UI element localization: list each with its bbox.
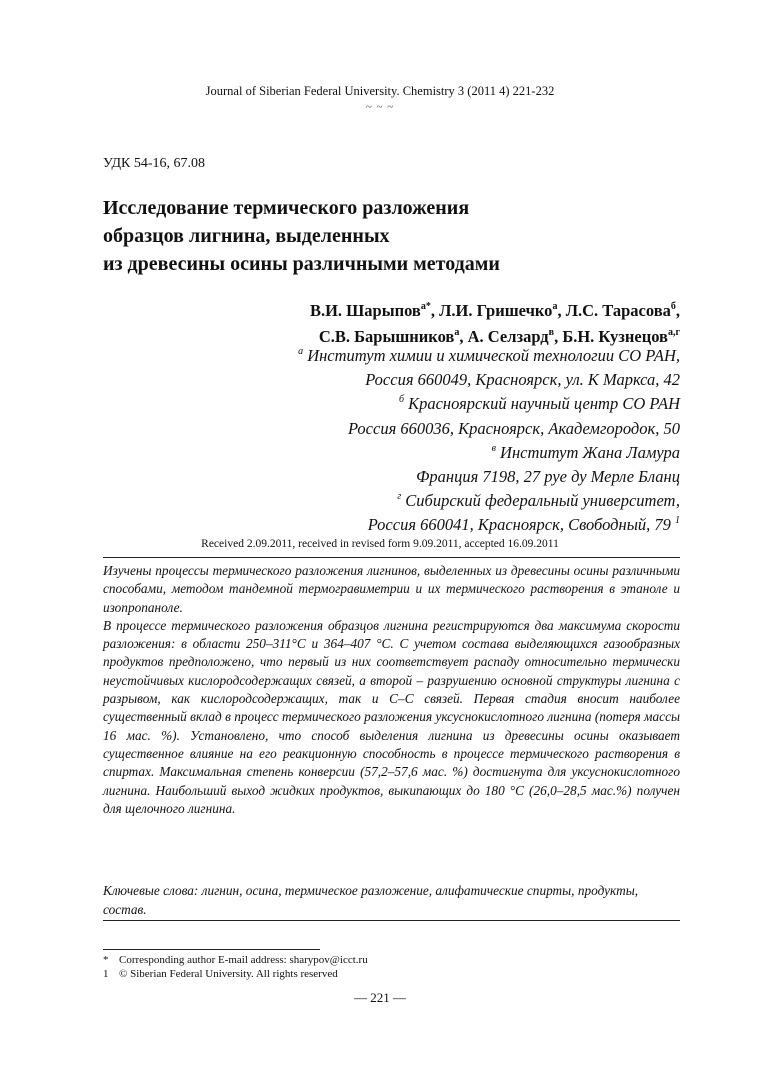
affiliation-list xyxy=(298,344,680,538)
page-number: — 221 — xyxy=(354,990,406,1005)
affiliation-text: Россия 660041, Красноярск, Свободный, 79 xyxy=(367,515,671,535)
title-line: Исследование термического разложения xyxy=(103,197,470,219)
affiliation-text: Сибирский федеральный университет, xyxy=(401,491,680,511)
footnote-ref-mark: 1 xyxy=(675,515,680,527)
affiliation-mark: в xyxy=(491,442,496,454)
affiliation-line xyxy=(298,513,680,537)
affiliation-line: Россия 660049, Красноярск, ул. К Маркса, 42 xyxy=(365,370,680,390)
affiliation-line: Россия 660036, Красноярск, Академгородок, 50 xyxy=(347,418,680,438)
author-name: , Б.Н. Кузнецов xyxy=(554,327,668,346)
author-affil-mark: а xyxy=(454,327,460,338)
affiliation-text: Институт Жана Ламура xyxy=(495,442,680,462)
udk-code: УДК 54-16, 67.08 xyxy=(103,156,206,171)
author-affil-mark: б xyxy=(670,301,676,312)
footnote xyxy=(103,953,368,967)
author-name: В.И. Шарыпов xyxy=(309,301,421,320)
author-name: С.В. Барышников xyxy=(318,327,455,346)
received-dates: Received 2.09.2011, received in revised form 9.09.2011, accepted 16.09.2011 xyxy=(201,538,559,550)
footnotes xyxy=(103,953,368,981)
author-name: , А. Селзард xyxy=(459,327,549,346)
author-affil-mark: в xyxy=(548,327,555,338)
affiliation-line: Франция 7198, 27 руе ду Мерле Бланц xyxy=(416,467,680,487)
title-line: из древесины осины различными методами xyxy=(103,253,500,275)
abstract-paragraph: В процессе термического разложения образцов лигнина регистрируются два максимума скорости разложения: в области 250–311°С и 364–407 °С. С учетом состава выделяющихся газообразных продуктов предположено, что первый из них соответствует распаду относительно термически неустойчивых кислородсодержащих связей, а второй – разрушению основной структуры лигнина с разрывом, как кислородсодержащих, так и С–С связей. Первая стадия вносит наиболее существенный вклад в процесс термического разложения уксуснокислотного лигнина (потеря массы 16 мас. %). Установлено, что способ выделения лигнина из древесины осины оказывает существенное влияние на его реакционную способность в процессе термического растворения в спиртах. Максимальная степень конверсии (57,2–57,6 мас. %) достигнута для уксуснокислотного лигнина. Наибольший выход жидких продуктов, выкипающих до 180 °С (26,0–28,5 мас.%) получен для щелочного лигнина. xyxy=(103,617,680,816)
abstract-paragraph: Изучены процессы термического разложения лигнинов, выделенных из древесины осины различными способами, методом тандемной термогравиметрии и их термического растворения в этаноле и изопропаноле. xyxy=(103,563,680,615)
footnote-mark: * xyxy=(103,954,109,966)
abstract-top-rule xyxy=(103,557,680,558)
abstract xyxy=(103,562,680,818)
title-line: образцов лигнина, выделенных xyxy=(103,225,390,247)
author-name: , Л.С. Тарасова xyxy=(557,301,671,320)
affiliation-line xyxy=(298,392,680,416)
footnote-mark: 1 xyxy=(103,968,109,980)
journal-header: Journal of Siberian Federal University. Chemistry 3 (2011 4) 221-232 xyxy=(205,84,555,98)
author-affil-mark: а,г xyxy=(667,327,680,338)
author-affil-mark: а xyxy=(552,301,558,312)
author-line xyxy=(310,298,680,324)
author-affil-mark: а* xyxy=(420,301,431,312)
footnote-text: Corresponding author E-mail address: sharypov@icct.ru xyxy=(119,954,368,966)
footnote xyxy=(103,967,368,981)
article-title xyxy=(103,194,500,278)
footnote-rule xyxy=(103,949,320,950)
abstract-bottom-rule xyxy=(103,920,680,921)
affiliation-line xyxy=(298,489,680,513)
header-ornament: ~ ~ ~ xyxy=(365,101,395,113)
affiliation-text: Институт химии и химической технологии СО РАН, xyxy=(303,346,680,365)
affiliation-mark: б xyxy=(398,394,404,406)
affiliation-text: Красноярский научный центр СО РАН xyxy=(404,394,680,414)
author-list xyxy=(310,298,680,350)
affiliation-line xyxy=(298,441,680,465)
keywords: Ключевые слова: лигнин, осина, термическое разложение, алифатические спирты, продукты, состав. xyxy=(103,883,639,917)
affiliation-mark: г xyxy=(397,491,402,503)
author-separator: , xyxy=(675,301,680,320)
affiliation-mark: а xyxy=(298,346,304,357)
author-name: , Л.И. Гришечко xyxy=(430,301,553,320)
footnote-text: © Siberian Federal University. All rights reserved xyxy=(119,968,338,980)
affiliation-line xyxy=(298,344,680,368)
